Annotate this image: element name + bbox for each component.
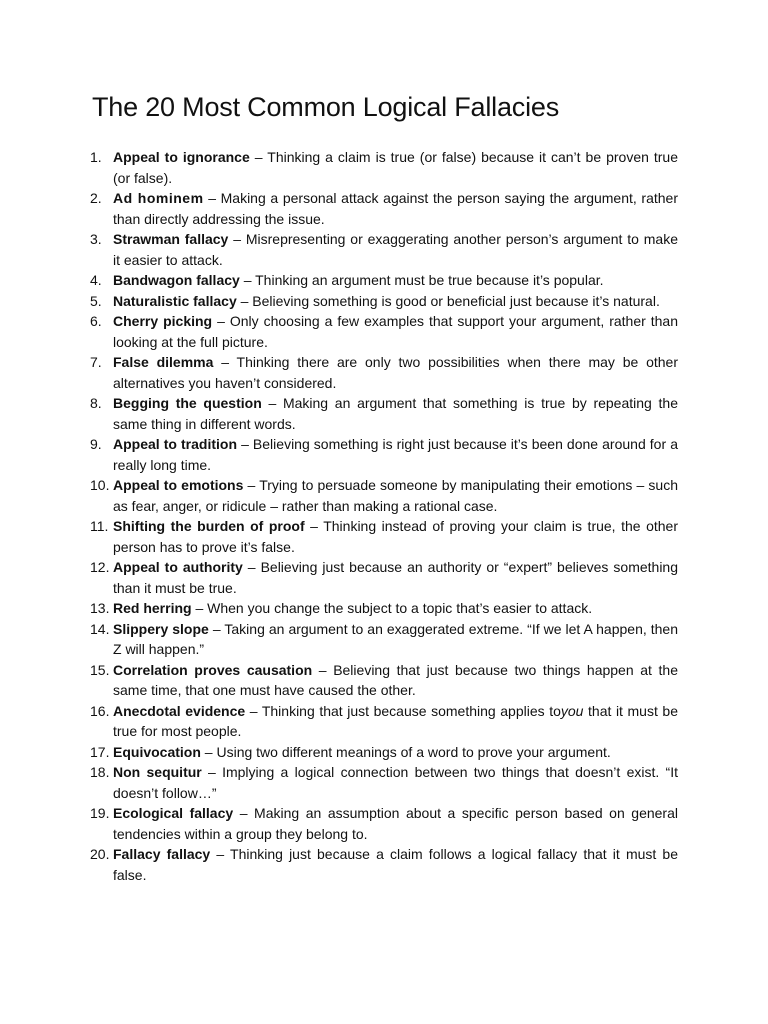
fallacy-definition: – When you change the subject to a topic that’s easier to attack. (191, 600, 593, 616)
item-number: 3. (90, 231, 102, 247)
fallacy-definition-end: that it must be true for most people. (113, 702, 678, 739)
fallacy-term: Equivocation (113, 743, 201, 760)
fallacy-emphasis: you (560, 702, 584, 719)
item-number: 18. (90, 764, 110, 780)
fallacy-definition: – Believing something is good or beneficial just because it’s natural. (236, 292, 660, 309)
item-number: 19. (90, 805, 110, 821)
fallacy-definition: – Thinking just because a claim follows a logical fallacy that it must be false. (113, 846, 678, 883)
list-item (90, 475, 678, 516)
list-item (90, 619, 678, 660)
list-item (90, 762, 678, 803)
fallacy-definition: – Implying a logical connection between two things that doesn’t exist. “It doesn’t follow…” (113, 764, 678, 801)
fallacy-list (90, 147, 678, 885)
list-item (90, 742, 678, 763)
fallacy-definition: – Trying to persuade someone by manipulating their emotions – such as fear, anger, or ridicule – rather than making a rational case. (113, 477, 678, 514)
item-number: 4. (90, 272, 102, 288)
fallacy-definition: – Believing something is right just because it’s been done around for a really long time. (113, 436, 678, 473)
fallacy-term: Begging the question (113, 395, 262, 411)
list-item (90, 557, 678, 598)
fallacy-definition: – Believing that just because two things happen at the same time, that one must have caused the other. (113, 661, 678, 698)
list-item (90, 270, 678, 291)
fallacy-definition: – Thinking a claim is true (or false) because it can’t be proven true (or false). (113, 149, 678, 186)
fallacy-term: Bandwagon fallacy (113, 272, 240, 288)
fallacy-definition: – Making an argument that something is true by repeating the same thing in different words. (113, 395, 678, 432)
fallacy-definition: – Thinking instead of proving your claim is true, the other person has to prove it’s false. (113, 518, 678, 555)
item-number: 16. (90, 702, 110, 719)
list-item (90, 844, 678, 885)
item-number: 8. (90, 395, 102, 411)
fallacy-definition: – Misrepresenting or exaggerating another person’s argument to make it easier to attack. (113, 231, 679, 268)
fallacy-term: Appeal to authority (113, 559, 243, 575)
list-item (90, 434, 678, 475)
fallacy-definition: – Thinking an argument must be true because it’s popular. (239, 272, 604, 288)
fallacy-definition: – Taking an argument to an exaggerated extreme. “If we let A happen, then Z will happen.” (113, 620, 679, 657)
list-item (90, 701, 678, 742)
fallacy-term: Correlation proves causation (113, 661, 313, 678)
document-title: The 20 Most Common Logical Fallacies (92, 92, 560, 122)
item-number: 13. (90, 600, 110, 616)
fallacy-definition: – Making an assumption about a specific person based on general tendencies within a group they belong to. (113, 805, 678, 842)
item-number: 6. (90, 313, 102, 329)
fallacy-term: Appeal to emotions (113, 477, 244, 493)
item-number: 12. (90, 559, 110, 575)
item-number: 17. (90, 743, 110, 760)
fallacy-term: Shifting the burden of proof (113, 518, 305, 534)
fallacy-term: Ecological fallacy (113, 805, 234, 821)
fallacy-definition: – Only choosing a few examples that support your argument, rather than looking at the full picture. (113, 313, 678, 350)
item-number: 15. (90, 661, 110, 678)
list-item (90, 803, 678, 844)
fallacy-term: Cherry picking (113, 313, 213, 329)
fallacy-term: Red herring (113, 600, 192, 616)
list-item (90, 229, 678, 270)
item-number: 5. (90, 292, 102, 309)
fallacy-definition: – Thinking there are only two possibilities when there may be other alternatives you haven’t considered. (113, 354, 678, 391)
list-item (90, 188, 678, 229)
item-number: 7. (90, 354, 102, 370)
list-item (90, 311, 678, 352)
fallacy-term: Ad hominem (113, 190, 204, 206)
fallacy-definition: – Thinking that just because something applies to (245, 702, 561, 719)
list-item (90, 393, 678, 434)
list-item (90, 660, 678, 701)
fallacy-term: Appeal to ignorance (113, 149, 250, 165)
fallacy-definition: – Using two different meanings of a word to prove your argument. (200, 743, 611, 760)
item-number: 1. (90, 149, 102, 165)
item-number: 2. (90, 190, 102, 206)
fallacy-term: Anecdotal evidence (113, 702, 246, 719)
fallacy-term: Naturalistic fallacy (113, 292, 237, 309)
list-item (90, 147, 678, 188)
fallacy-term: Slippery slope (113, 620, 209, 637)
item-number: 9. (90, 436, 102, 452)
fallacy-term: Fallacy fallacy (113, 846, 211, 862)
list-item (90, 352, 678, 393)
list-item (90, 516, 678, 557)
item-number: 20. (90, 846, 110, 862)
fallacy-definition: – Believing just because an authority or “expert” believes something than it must be true. (113, 559, 678, 596)
fallacy-term: False dilemma (113, 354, 214, 370)
item-number: 10. (90, 477, 110, 493)
fallacy-term: Non sequitur (113, 764, 202, 780)
item-number: 11. (90, 518, 109, 534)
list-item (90, 291, 678, 312)
list-item (90, 598, 678, 619)
fallacy-term: Appeal to tradition (113, 436, 238, 452)
fallacy-definition: – Making a personal attack against the person saying the argument, rather than directly addressing the issue. (113, 190, 679, 227)
fallacy-term: Strawman fallacy (113, 231, 229, 247)
item-number: 14. (90, 620, 110, 637)
